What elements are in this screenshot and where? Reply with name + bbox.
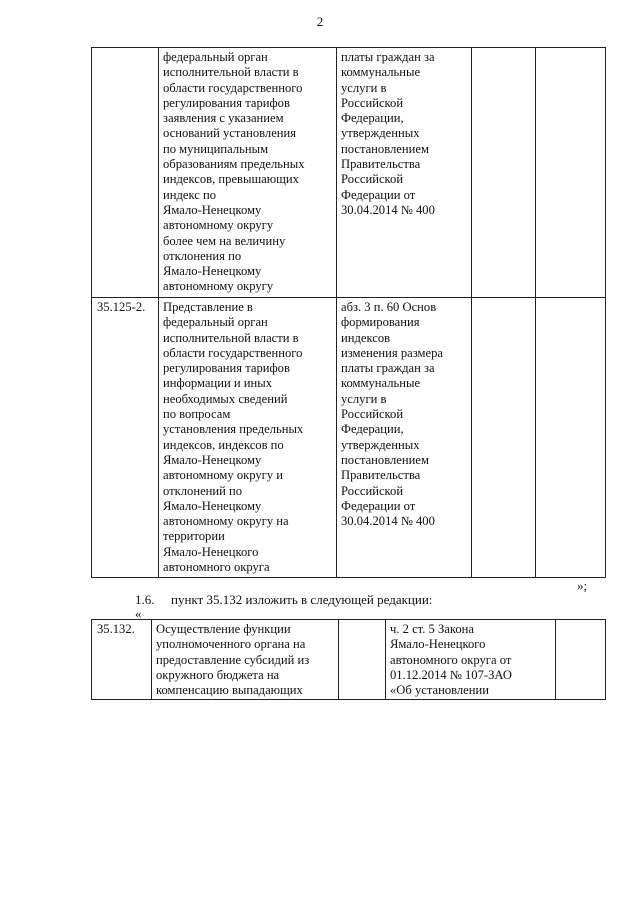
row-number-cell <box>92 298 159 578</box>
table-row <box>92 298 606 578</box>
row-number: 35.125-2. <box>97 300 146 314</box>
legal-basis-text: платы граждан за коммунальные услуги в Российской Федерации, утвержденных постановлением Правительства Российской Федерации от 30.04.2014 № 400 <box>341 50 435 217</box>
description-text: федеральный орган исполнительной власти в области государственного регулирования тарифов заявления с указанием оснований установления по муниципальным образованиям предельных индексов, превышающих индекс по Ямало-Ненецкому автономному округу более чем на величину отклонения по Ямало-Ненецкому автономному округу <box>163 50 305 294</box>
description-cell <box>152 620 339 700</box>
amendment-item <box>135 592 432 608</box>
legal-basis-cell <box>337 48 472 298</box>
legal-basis-cell <box>386 620 556 700</box>
empty-cell <box>339 620 386 700</box>
row-number-cell <box>92 620 152 700</box>
empty-cell <box>472 298 536 578</box>
row-number-cell <box>92 48 159 298</box>
legal-basis-cell <box>337 298 472 578</box>
legal-basis-text: ч. 2 ст. 5 Закона Ямало-Ненецкого автономного округа от 01.12.2014 № 107-ЗАО «Об установлении <box>390 622 512 698</box>
empty-cell <box>536 48 606 298</box>
page-number: 2 <box>316 14 324 29</box>
table-continued <box>91 47 606 578</box>
legal-basis-text: абз. 3 п. 60 Основ формирования индексов изменения размера платы граждан за коммунальные услуги в Российской Федерации, утвержденных постановлением Правительства Российской Федерации от 30.04.2014 № 400 <box>341 300 443 529</box>
empty-cell <box>472 48 536 298</box>
description-text: Представление в федеральный орган исполнительной власти в области государственного регулирования тарифов информации и иных необходимых сведений по вопросам установления предельных индексов, индексов по Ямало-Ненецкому автономному округу и отклонений по Ямало-Ненецкому автономному округу на территории Ямало-Ненецкого автономного округа <box>163 300 304 575</box>
item-text: пункт 35.132 изложить в следующей редакции: <box>171 592 433 607</box>
description-cell <box>159 48 337 298</box>
closing-quote: »; <box>577 578 588 593</box>
description-cell <box>159 298 337 578</box>
table-new-edition <box>91 619 606 700</box>
table-row <box>92 620 606 700</box>
table-row <box>92 48 606 298</box>
row-number: 35.132. <box>97 622 135 636</box>
empty-cell <box>556 620 606 700</box>
opening-quote: « <box>135 606 142 621</box>
empty-cell <box>536 298 606 578</box>
item-number: 1.6. <box>135 592 155 607</box>
description-text: Осуществление функции уполномоченного органа на предоставление субсидий из окружного бюджета на компенсацию выпадающих <box>156 622 310 698</box>
